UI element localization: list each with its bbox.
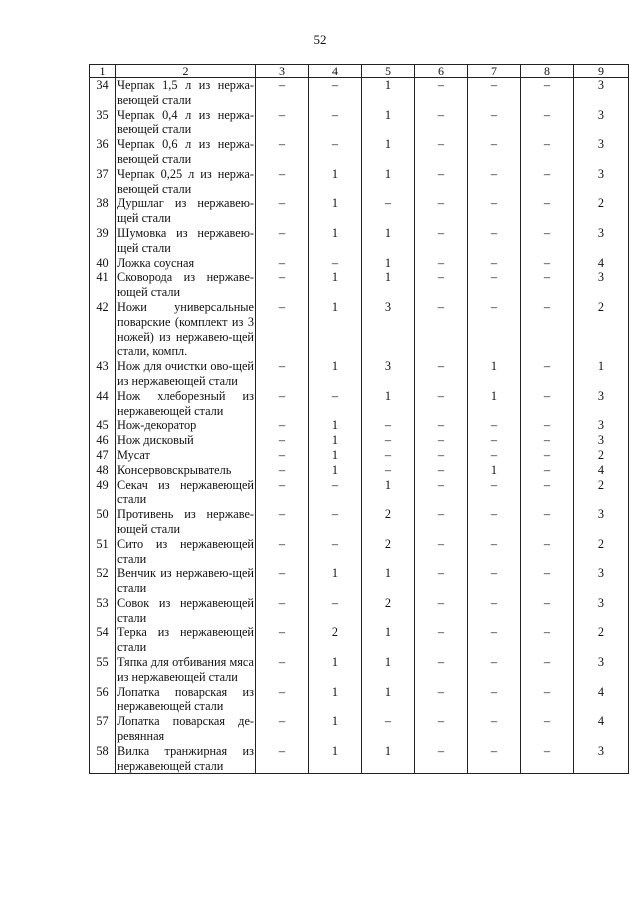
value-cell-col-5: 1 (362, 226, 415, 256)
value-cell-col-9: 4 (574, 256, 629, 271)
value-cell-col-6: – (415, 655, 468, 685)
value-cell-col-9: 4 (574, 685, 629, 715)
value-cell-col-7: – (468, 625, 521, 655)
value-cell-col-9: 3 (574, 433, 629, 448)
value-cell-col-9: 3 (574, 167, 629, 197)
value-cell-col-6: – (415, 463, 468, 478)
value-cell-col-9: 3 (574, 108, 629, 138)
table-row (90, 270, 629, 300)
value-cell-col-8: – (521, 625, 574, 655)
value-cell-col-4: – (309, 537, 362, 567)
value-cell-col-4: – (309, 137, 362, 167)
value-cell-col-3: – (256, 744, 309, 774)
item-name: Черпак 0,6 л из нержа-веющей стали (117, 137, 254, 166)
item-name: Совок из нержавеющей стали (117, 595, 254, 625)
value-cell-col-4: 1 (309, 196, 362, 226)
value-cell-col-8: – (521, 744, 574, 774)
row-number: 48 (90, 463, 116, 478)
value-cell-col-4: 1 (309, 270, 362, 300)
item-name: Противень из нержаве-ющей стали (117, 507, 254, 536)
value-cell-col-9: 2 (574, 537, 629, 567)
value-cell-col-4: 1 (309, 566, 362, 596)
value-cell-col-9: 3 (574, 507, 629, 537)
value-cell-col-8: – (521, 418, 574, 433)
table-row (90, 226, 629, 256)
item-name: Черпак 1,5 л из нержа-веющей стали (117, 78, 254, 107)
value-cell-col-6: – (415, 625, 468, 655)
value-cell-col-4: – (309, 596, 362, 626)
table-row (90, 566, 629, 596)
value-cell-col-6: – (415, 389, 468, 419)
value-cell-col-7: – (468, 448, 521, 463)
value-cell-col-5: 1 (362, 744, 415, 774)
value-cell-col-6: – (415, 714, 468, 744)
value-cell-col-4: 1 (309, 463, 362, 478)
value-cell-col-6: – (415, 359, 468, 389)
value-cell-col-7: 1 (468, 463, 521, 478)
value-cell-col-7: – (468, 256, 521, 271)
table-row (90, 359, 629, 389)
row-number: 38 (90, 196, 116, 226)
value-cell-col-8: – (521, 137, 574, 167)
value-cell-col-4: 1 (309, 655, 362, 685)
value-cell-col-9: 3 (574, 418, 629, 433)
table-row (90, 418, 629, 433)
item-name: Нож дисковый (116, 433, 256, 448)
value-cell-col-5: 1 (362, 566, 415, 596)
value-cell-col-4: 1 (309, 226, 362, 256)
column-header: 4 (309, 65, 362, 78)
value-cell-col-7: – (468, 744, 521, 774)
value-cell-col-5: 3 (362, 300, 415, 359)
item-name: Нож для очистки ово-щей из нержавеющей стали (117, 359, 254, 388)
value-cell-col-3: – (256, 359, 309, 389)
item-name: Лопатка поварская де-ревянная (117, 714, 254, 744)
value-cell-col-4: 1 (309, 744, 362, 774)
value-cell-col-3: – (256, 256, 309, 271)
column-header: 9 (574, 65, 629, 78)
value-cell-col-7: – (468, 300, 521, 359)
value-cell-col-6: – (415, 744, 468, 774)
table-row (90, 389, 629, 419)
column-header: 8 (521, 65, 574, 78)
row-number: 45 (90, 418, 116, 433)
value-cell-col-5: 1 (362, 137, 415, 167)
value-cell-col-7: – (468, 418, 521, 433)
value-cell-col-6: – (415, 418, 468, 433)
value-cell-col-5: 1 (362, 270, 415, 300)
value-cell-col-9: 2 (574, 478, 629, 508)
table-row (90, 596, 629, 626)
value-cell-col-9: 3 (574, 389, 629, 419)
table-header-row (90, 65, 629, 78)
value-cell-col-5: – (362, 463, 415, 478)
row-number: 42 (90, 300, 116, 359)
value-cell-col-8: – (521, 596, 574, 626)
value-cell-col-7: – (468, 78, 521, 108)
table-row (90, 537, 629, 567)
value-cell-col-6: – (415, 196, 468, 226)
value-cell-col-3: – (256, 418, 309, 433)
value-cell-col-3: – (256, 625, 309, 655)
value-cell-col-5: 1 (362, 685, 415, 715)
value-cell-col-5: – (362, 433, 415, 448)
value-cell-col-5: 1 (362, 167, 415, 197)
value-cell-col-6: – (415, 108, 468, 138)
value-cell-col-6: – (415, 256, 468, 271)
row-number: 52 (90, 566, 116, 596)
value-cell-col-7: – (468, 196, 521, 226)
value-cell-col-9: 3 (574, 655, 629, 685)
value-cell-col-9: 1 (574, 359, 629, 389)
row-number: 40 (90, 256, 116, 271)
row-number: 35 (90, 108, 116, 138)
value-cell-col-5: 2 (362, 537, 415, 567)
value-cell-col-9: 3 (574, 744, 629, 774)
item-name: Сито из нержавеющей стали (117, 536, 254, 566)
value-cell-col-6: – (415, 566, 468, 596)
row-number: 37 (90, 167, 116, 197)
column-header: 6 (415, 65, 468, 78)
table-row (90, 167, 629, 197)
table-row (90, 108, 629, 138)
value-cell-col-8: – (521, 478, 574, 508)
value-cell-col-6: – (415, 270, 468, 300)
value-cell-col-3: – (256, 566, 309, 596)
row-number: 56 (90, 685, 116, 715)
table-row (90, 196, 629, 226)
value-cell-col-4: – (309, 108, 362, 138)
value-cell-col-5: – (362, 714, 415, 744)
item-name: Венчик из нержавею-щей стали (117, 566, 254, 596)
value-cell-col-3: – (256, 108, 309, 138)
value-cell-col-3: – (256, 685, 309, 715)
item-name: Лопатка поварская из нержавеющей стали (117, 684, 254, 714)
row-number: 51 (90, 537, 116, 567)
table-row (90, 685, 629, 715)
table-row (90, 448, 629, 463)
value-cell-col-5: 1 (362, 625, 415, 655)
value-cell-col-5: 1 (362, 389, 415, 419)
value-cell-col-3: – (256, 433, 309, 448)
row-number: 58 (90, 744, 116, 774)
item-name: Тяпка для отбивания мяса из нержавеющей стали (117, 655, 254, 684)
table-row (90, 714, 629, 744)
value-cell-col-9: 3 (574, 78, 629, 108)
item-name: Ложка соусная (116, 256, 256, 271)
row-number: 34 (90, 78, 116, 108)
item-name: Мусат (116, 448, 256, 463)
table-row (90, 744, 629, 774)
value-cell-col-8: – (521, 108, 574, 138)
value-cell-col-3: – (256, 389, 309, 419)
table-row (90, 463, 629, 478)
value-cell-col-7: 1 (468, 359, 521, 389)
item-name: Нож-декоратор (116, 418, 256, 433)
table-body (90, 78, 629, 774)
value-cell-col-7: – (468, 655, 521, 685)
value-cell-col-6: – (415, 433, 468, 448)
value-cell-col-7: – (468, 433, 521, 448)
value-cell-col-8: – (521, 359, 574, 389)
table-row (90, 655, 629, 685)
column-header: 5 (362, 65, 415, 78)
item-name: Шумовка из нержавею-щей стали (117, 225, 254, 255)
column-header: 1 (90, 65, 116, 78)
value-cell-col-8: – (521, 655, 574, 685)
value-cell-col-5: 1 (362, 256, 415, 271)
row-number: 39 (90, 226, 116, 256)
value-cell-col-3: – (256, 196, 309, 226)
item-name: Секач из нержавеющей стали (117, 477, 254, 507)
table-row (90, 433, 629, 448)
value-cell-col-3: – (256, 655, 309, 685)
value-cell-col-3: – (256, 78, 309, 108)
table-row (90, 137, 629, 167)
table-row (90, 78, 629, 108)
item-name: Черпак 0,4 л из нержа-веющей стали (117, 107, 254, 137)
value-cell-col-5: 1 (362, 108, 415, 138)
value-cell-col-7: – (468, 226, 521, 256)
value-cell-col-6: – (415, 167, 468, 197)
value-cell-col-7: – (468, 270, 521, 300)
value-cell-col-3: – (256, 463, 309, 478)
value-cell-col-8: – (521, 226, 574, 256)
value-cell-col-4: – (309, 507, 362, 537)
value-cell-col-6: – (415, 226, 468, 256)
value-cell-col-8: – (521, 78, 574, 108)
value-cell-col-5: – (362, 418, 415, 433)
equipment-table (89, 64, 629, 774)
value-cell-col-9: 3 (574, 270, 629, 300)
row-number: 55 (90, 655, 116, 685)
value-cell-col-4: – (309, 78, 362, 108)
column-header: 7 (468, 65, 521, 78)
value-cell-col-3: – (256, 270, 309, 300)
value-cell-col-4: 2 (309, 625, 362, 655)
value-cell-col-6: – (415, 596, 468, 626)
row-number: 43 (90, 359, 116, 389)
value-cell-col-4: 1 (309, 418, 362, 433)
value-cell-col-6: – (415, 537, 468, 567)
value-cell-col-9: 4 (574, 463, 629, 478)
value-cell-col-3: – (256, 137, 309, 167)
value-cell-col-5: – (362, 448, 415, 463)
value-cell-col-3: – (256, 478, 309, 508)
value-cell-col-4: 1 (309, 167, 362, 197)
value-cell-col-3: – (256, 507, 309, 537)
value-cell-col-7: – (468, 137, 521, 167)
value-cell-col-9: 2 (574, 196, 629, 226)
item-name: Черпак 0,25 л из нержа-веющей стали (117, 166, 254, 196)
row-number: 47 (90, 448, 116, 463)
value-cell-col-4: 1 (309, 714, 362, 744)
item-name: Дуршлаг из нержавею-щей стали (117, 196, 254, 226)
value-cell-col-9: 2 (574, 300, 629, 359)
value-cell-col-5: 2 (362, 507, 415, 537)
value-cell-col-7: 1 (468, 389, 521, 419)
value-cell-col-5: – (362, 196, 415, 226)
value-cell-col-4: 1 (309, 433, 362, 448)
table-row (90, 256, 629, 271)
value-cell-col-8: – (521, 566, 574, 596)
value-cell-col-4: – (309, 478, 362, 508)
item-name: Ножи универсальные поварские (комплект из 3 ножей) из нержавею-щей стали, компл. (117, 299, 254, 359)
table-row (90, 507, 629, 537)
value-cell-col-8: – (521, 537, 574, 567)
table-row (90, 478, 629, 508)
item-name: Сковорода из нержаве-ющей стали (117, 270, 254, 300)
row-number: 46 (90, 433, 116, 448)
value-cell-col-5: 1 (362, 655, 415, 685)
row-number: 36 (90, 137, 116, 167)
row-number: 41 (90, 270, 116, 300)
value-cell-col-3: – (256, 167, 309, 197)
item-name: Терка из нержавеющей стали (117, 625, 254, 655)
value-cell-col-4: 1 (309, 448, 362, 463)
value-cell-col-8: – (521, 196, 574, 226)
value-cell-col-8: – (521, 167, 574, 197)
value-cell-col-8: – (521, 300, 574, 359)
value-cell-col-3: – (256, 537, 309, 567)
value-cell-col-8: – (521, 507, 574, 537)
value-cell-col-5: 1 (362, 478, 415, 508)
value-cell-col-6: – (415, 685, 468, 715)
value-cell-col-7: – (468, 507, 521, 537)
value-cell-col-4: – (309, 256, 362, 271)
value-cell-col-3: – (256, 226, 309, 256)
value-cell-col-5: 3 (362, 359, 415, 389)
value-cell-col-8: – (521, 256, 574, 271)
value-cell-col-7: – (468, 596, 521, 626)
item-name: Нож хлеборезный из нержавеющей стали (117, 388, 254, 418)
value-cell-col-8: – (521, 714, 574, 744)
table-row (90, 300, 629, 359)
row-number: 53 (90, 596, 116, 626)
value-cell-col-6: – (415, 478, 468, 508)
value-cell-col-4: – (309, 389, 362, 419)
value-cell-col-3: – (256, 448, 309, 463)
value-cell-col-8: – (521, 270, 574, 300)
value-cell-col-6: – (415, 300, 468, 359)
page-number: 52 (313, 32, 327, 47)
value-cell-col-7: – (468, 478, 521, 508)
value-cell-col-4: 1 (309, 359, 362, 389)
value-cell-col-6: – (415, 448, 468, 463)
value-cell-col-9: 4 (574, 714, 629, 744)
row-number: 54 (90, 625, 116, 655)
value-cell-col-4: 1 (309, 300, 362, 359)
value-cell-col-6: – (415, 78, 468, 108)
value-cell-col-8: – (521, 433, 574, 448)
value-cell-col-9: 3 (574, 596, 629, 626)
value-cell-col-5: 1 (362, 78, 415, 108)
value-cell-col-3: – (256, 714, 309, 744)
row-number: 44 (90, 389, 116, 419)
column-header: 2 (116, 65, 256, 78)
value-cell-col-7: – (468, 108, 521, 138)
value-cell-col-7: – (468, 714, 521, 744)
value-cell-col-4: 1 (309, 685, 362, 715)
row-number: 57 (90, 714, 116, 744)
value-cell-col-8: – (521, 389, 574, 419)
value-cell-col-7: – (468, 685, 521, 715)
row-number: 50 (90, 507, 116, 537)
value-cell-col-7: – (468, 167, 521, 197)
row-number: 49 (90, 478, 116, 508)
value-cell-col-8: – (521, 463, 574, 478)
value-cell-col-9: 2 (574, 625, 629, 655)
value-cell-col-9: 3 (574, 137, 629, 167)
value-cell-col-9: 3 (574, 566, 629, 596)
value-cell-col-7: – (468, 566, 521, 596)
value-cell-col-6: – (415, 507, 468, 537)
value-cell-col-3: – (256, 300, 309, 359)
value-cell-col-8: – (521, 448, 574, 463)
value-cell-col-3: – (256, 596, 309, 626)
value-cell-col-8: – (521, 685, 574, 715)
value-cell-col-5: 2 (362, 596, 415, 626)
item-name: Вилка транжирная из нержавеющей стали (117, 743, 254, 773)
value-cell-col-9: 2 (574, 448, 629, 463)
value-cell-col-6: – (415, 137, 468, 167)
column-header: 3 (256, 65, 309, 78)
table-row (90, 625, 629, 655)
item-name: Консервовскрыватель (116, 463, 256, 478)
value-cell-col-9: 3 (574, 226, 629, 256)
value-cell-col-7: – (468, 537, 521, 567)
